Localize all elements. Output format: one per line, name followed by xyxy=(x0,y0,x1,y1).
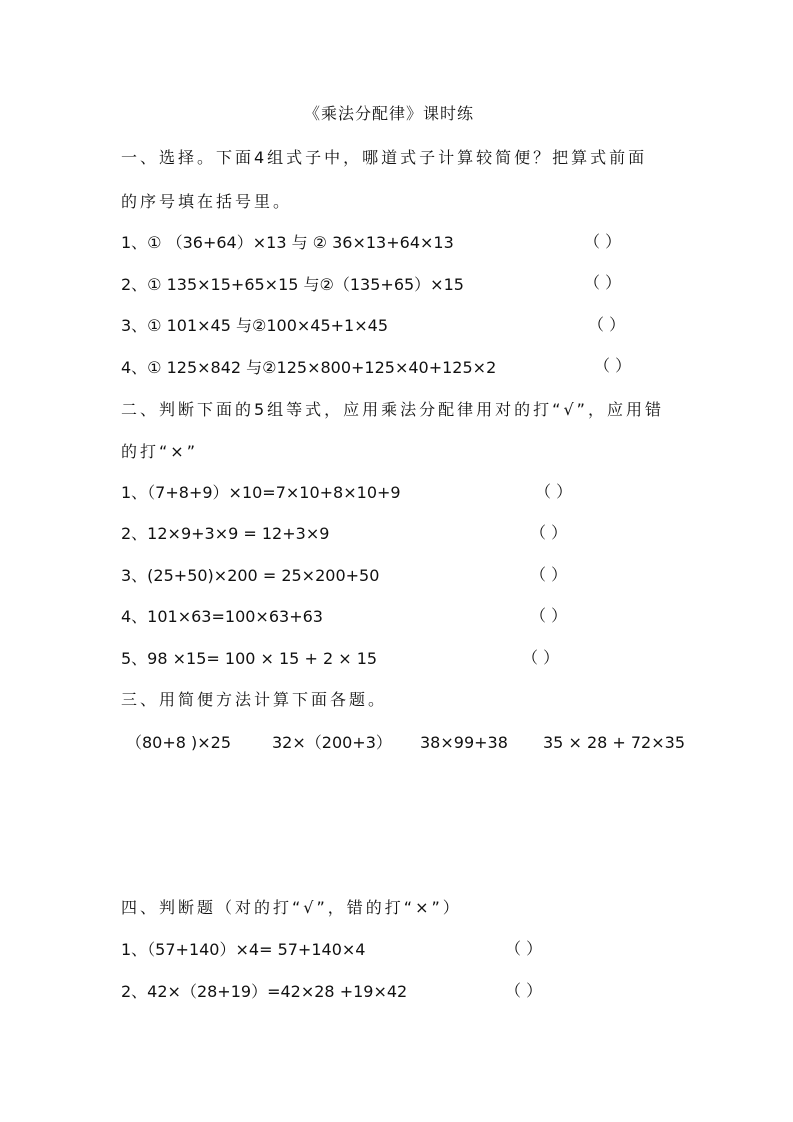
answer-blank[interactable]: （ ） xyxy=(530,606,568,625)
page-title: 《乘法分配律》课时练 xyxy=(304,104,475,123)
section2-heading: 二、判断下面的5组等式，应用乘法分配律用对的打“√”，应用错 xyxy=(121,400,664,419)
section2-item: 1、（7+8+9）×10=7×10+8×10+9 xyxy=(121,483,401,502)
section1-item: 3、① 101×45 与②100×45+1×45 xyxy=(121,316,389,335)
section2-item: 2、12×9+3×9 = 12+3×9 xyxy=(121,524,330,543)
section1-item: 2、① 135×15+65×15 与②（135+65）×15 xyxy=(121,275,464,294)
answer-blank[interactable]: （ ） xyxy=(522,648,560,667)
section1-item: 4、① 125×842 与②125×800+125×40+125×2 xyxy=(121,358,497,377)
answer-blank[interactable]: （ ） xyxy=(535,482,573,501)
section1-heading-cont: 的序号填在括号里。 xyxy=(121,192,293,211)
answer-blank[interactable]: （ ） xyxy=(530,523,568,542)
answer-blank[interactable]: （ ） xyxy=(530,565,568,584)
calc-problem: 35 × 28 + 72×35 xyxy=(543,733,685,752)
calc-problem: 38×99+38 xyxy=(420,733,508,752)
section2-item: 3、(25+50)×200 = 25×200+50 xyxy=(121,566,380,585)
answer-blank[interactable]: （ ） xyxy=(584,273,622,292)
section4-item: 1、（57+140）×4= 57+140×4 xyxy=(121,940,366,959)
section3-heading: 三、用简便方法计算下面各题。 xyxy=(121,690,388,709)
section2-item: 4、101×63=100×63+63 xyxy=(121,607,323,626)
section1-item: 1、① （36+64）×13 与 ② 36×13+64×13 xyxy=(121,233,454,252)
section2-heading-cont: 的打“×” xyxy=(121,442,198,461)
section1-heading: 一、选择。下面4组式子中，哪道式子计算较简便？把算式前面 xyxy=(121,148,648,167)
answer-blank[interactable]: （ ） xyxy=(584,232,622,251)
answer-blank[interactable]: （ ） xyxy=(505,939,543,958)
answer-blank[interactable]: （ ） xyxy=(588,315,626,334)
answer-blank[interactable]: （ ） xyxy=(505,981,543,1000)
answer-blank[interactable]: （ ） xyxy=(594,356,632,375)
section4-item: 2、42×（28+19）=42×28 +19×42 xyxy=(121,982,408,1001)
calc-problem: （80+8 )×25 xyxy=(126,733,232,752)
calc-problem: 32×（200+3） xyxy=(272,733,392,752)
section4-heading: 四、判断题（对的打“√”，错的打“×”） xyxy=(121,898,462,917)
section2-item: 5、98 ×15= 100 × 15 + 2 × 15 xyxy=(121,649,378,668)
